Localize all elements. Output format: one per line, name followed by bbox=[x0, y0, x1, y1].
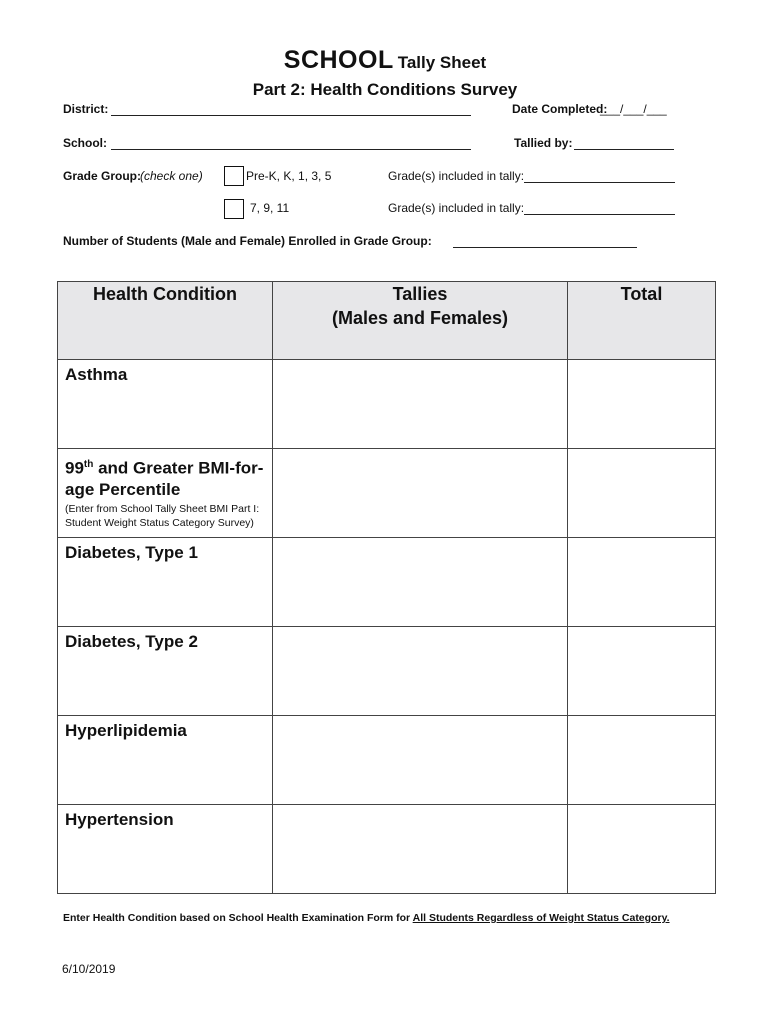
tallies-cell[interactable] bbox=[273, 805, 568, 894]
condition-label: Diabetes, Type 2 bbox=[65, 632, 198, 651]
total-cell[interactable] bbox=[568, 360, 716, 449]
total-cell[interactable] bbox=[568, 449, 716, 538]
condition-label: Asthma bbox=[65, 365, 128, 384]
footer-text: Enter Health Condition based on School Health Examination Form for bbox=[63, 912, 413, 924]
table-header-row bbox=[58, 282, 716, 360]
date-completed-field[interactable]: ___/___/___ bbox=[600, 102, 667, 116]
header-tallies bbox=[273, 282, 568, 360]
header-tallies-line2: (Males and Females) bbox=[331, 308, 509, 328]
enrolled-label: Number of Students (Male and Female) Enrolled in Grade Group: bbox=[63, 234, 432, 248]
grades-included-label-1: Grade(s) included in tally: bbox=[388, 169, 525, 183]
grade-group-checkbox-1[interactable] bbox=[224, 166, 244, 186]
grade-group-option-1: Pre-K, K, 1, 3, 5 bbox=[246, 169, 332, 183]
grade-group-hint: (check one) bbox=[140, 169, 203, 183]
tallies-cell[interactable] bbox=[273, 716, 568, 805]
header-tallies-line1: Tallies bbox=[392, 284, 448, 304]
total-cell[interactable] bbox=[568, 627, 716, 716]
total-cell[interactable] bbox=[568, 805, 716, 894]
tallies-cell[interactable] bbox=[273, 449, 568, 538]
page-subtitle: Part 2: Health Conditions Survey bbox=[252, 80, 518, 99]
tallied-by-label: Tallied by: bbox=[514, 136, 573, 150]
tallies-cell[interactable] bbox=[273, 627, 568, 716]
date-completed-label: Date Completed: bbox=[512, 102, 608, 116]
grades-included-field-1[interactable] bbox=[524, 182, 675, 183]
grade-group-label: Grade Group: bbox=[63, 169, 142, 183]
condition-label: Hyperlipidemia bbox=[65, 721, 187, 740]
tallies-cell[interactable] bbox=[273, 360, 568, 449]
document-date: 6/10/2019 bbox=[62, 962, 116, 976]
district-field[interactable] bbox=[111, 115, 471, 116]
condition-label-text: and Greater BMI-for-age Percentile bbox=[65, 458, 264, 499]
condition-label-sup: th bbox=[83, 459, 94, 470]
enrolled-field[interactable] bbox=[453, 247, 637, 248]
grade-group-option-2: 7, 9, 11 bbox=[250, 201, 290, 215]
grades-included-field-2[interactable] bbox=[524, 214, 675, 215]
title-school: SCHOOL bbox=[283, 46, 394, 74]
footer-instruction bbox=[63, 912, 670, 924]
grade-group-checkbox-2[interactable] bbox=[224, 199, 244, 219]
footer-underlined: All Students Regardless of Weight Status Category. bbox=[412, 912, 670, 924]
header-total: Total bbox=[568, 282, 716, 360]
table-row bbox=[58, 538, 716, 627]
total-cell[interactable] bbox=[568, 538, 716, 627]
table-row bbox=[58, 449, 716, 538]
school-field[interactable] bbox=[111, 149, 471, 150]
tallied-by-field[interactable] bbox=[574, 149, 674, 150]
condition-note: (Enter from School Tally Sheet BMI Part I: Student Weight Status Category Survey) bbox=[65, 502, 260, 529]
condition-label bbox=[58, 449, 272, 530]
page-title bbox=[0, 46, 770, 75]
table-row bbox=[58, 716, 716, 805]
health-conditions-table bbox=[57, 281, 716, 894]
tallies-cell[interactable] bbox=[273, 538, 568, 627]
condition-label: Hypertension bbox=[65, 810, 174, 829]
table-row bbox=[58, 360, 716, 449]
table-row bbox=[58, 805, 716, 894]
district-label: District: bbox=[63, 102, 109, 116]
grades-included-label-2: Grade(s) included in tally: bbox=[388, 201, 525, 215]
condition-label-number: 99 bbox=[65, 458, 84, 478]
title-tally-sheet: Tally Sheet bbox=[397, 53, 487, 72]
table-row bbox=[58, 627, 716, 716]
school-label: School: bbox=[63, 136, 107, 150]
total-cell[interactable] bbox=[568, 716, 716, 805]
condition-label: Diabetes, Type 1 bbox=[65, 543, 198, 562]
header-health-condition: Health Condition bbox=[58, 282, 273, 360]
